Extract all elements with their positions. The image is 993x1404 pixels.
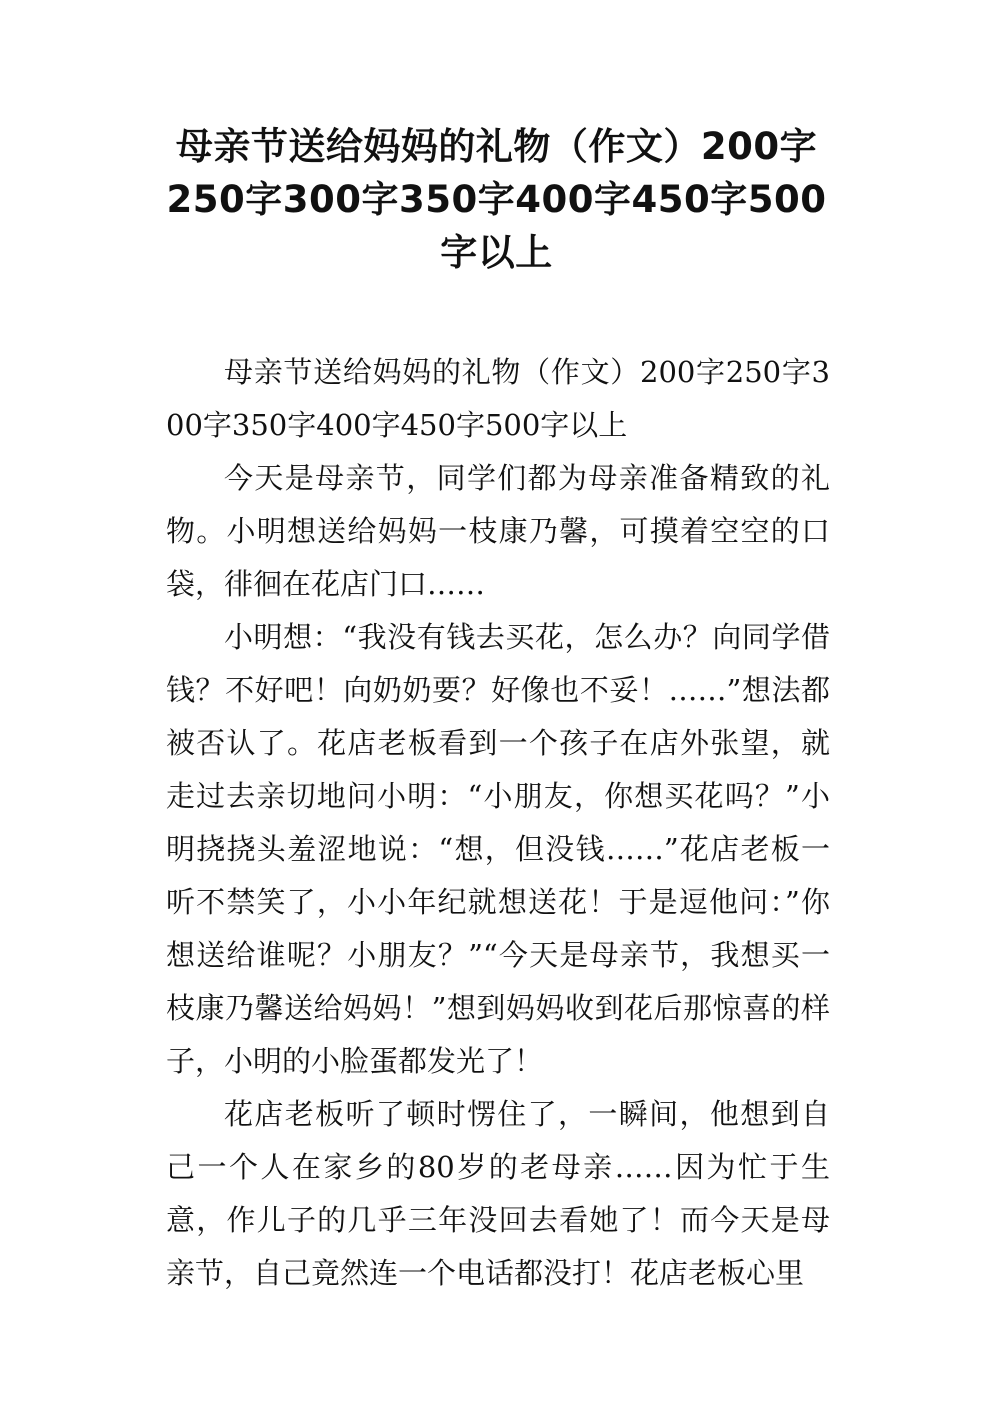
- document-body: [166, 346, 830, 1300]
- paragraph-florist: 花店老板听了顿时愣住了，一瞬间，他想到自己一个人在家乡的80岁的老母亲……因为忙于生意，作儿子的几乎三年没回去看她了！而今天是母亲节，自己竟然连一个电话都没打！花店老板心里: [166, 1097, 830, 1290]
- paragraph-dialogue: 小明想：“我没有钱去买花，怎么办？向同学借钱？不好吧！向奶奶要？好像也不妥！……”想法都被否认了。花店老板看到一个孩子在店外张望，就走过去亲切地问小明：“小朋友，你想买花吗？”小明挠挠头羞涩地说：“想，但没钱……”花店老板一听不禁笑了，小小年纪就想送花！于是逗他问：”你想送给谁呢？小朋友？”“今天是母亲节，我想买一枝康乃馨送给妈妈！”想到妈妈收到花后那惊喜的样子，小明的小脸蛋都发光了！: [166, 620, 830, 1078]
- paragraph-title-repeat: 母亲节送给妈妈的礼物（作文）200字250字300字350字400字450字500字以上: [166, 355, 830, 442]
- paragraph-intro: 今天是母亲节，同学们都为母亲准备精致的礼物。小明想送给妈妈一枝康乃馨，可摸着空空的口袋，徘徊在花店门口……: [166, 461, 830, 601]
- document-title: 母亲节送给妈妈的礼物（作文）200字250字300字350字400字450字500字以上: [166, 125, 827, 274]
